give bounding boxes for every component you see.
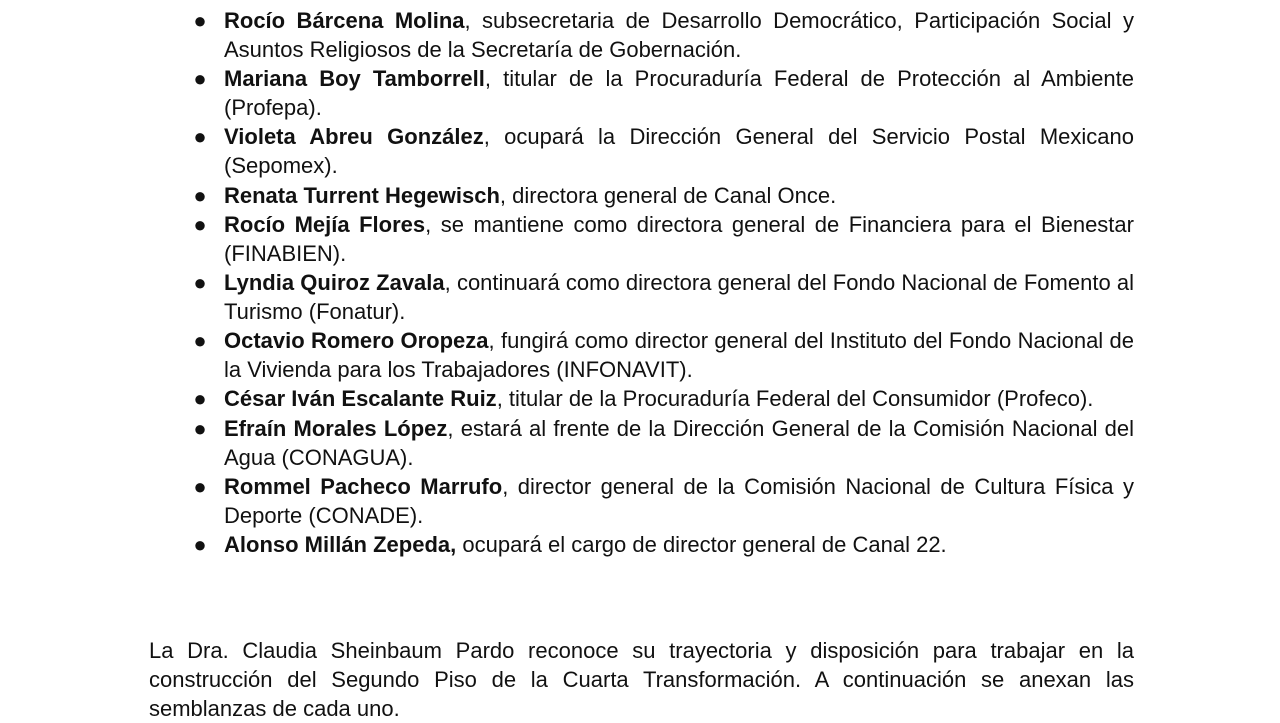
- appointee-name: Rocío Bárcena Molina: [224, 8, 465, 33]
- bullet-icon: ●: [193, 182, 207, 208]
- appointment-item: [190, 472, 1134, 530]
- appointment-item: [190, 210, 1134, 268]
- appointee-role: , continuará como directora general del Fondo Nacional de Fomento al Turismo (Fonatur).: [224, 269, 1134, 324]
- appointments-list: [190, 6, 1134, 559]
- appointment-item: [190, 181, 1134, 210]
- appointee-name: Rommel Pacheco Marrufo: [224, 473, 503, 499]
- appointment-item: [190, 122, 1134, 180]
- appointee-role: , titular de la Procuraduría Federal de Protección al Ambiente (Profepa).: [224, 66, 1135, 121]
- appointee-role: , se mantiene como directora general de Financiera para el Bienestar (FINABIEN).: [224, 211, 1134, 266]
- appointee-role: , estará al frente de la Dirección General de la Comisión Nacional del Agua (CONAGUA).: [224, 415, 1134, 470]
- appointment-item: [190, 6, 1134, 64]
- appointee-role: , fungirá como director general del Instituto del Fondo Nacional de la Vivienda para los Trabajadores (INFONAVIT).: [224, 328, 1134, 383]
- appointee-name: César Iván Escalante Ruiz: [224, 386, 497, 412]
- appointee-name: Lyndia Quiroz Zavala: [224, 269, 445, 295]
- bullet-icon: ●: [193, 124, 207, 150]
- bullet-icon: ●: [193, 269, 207, 295]
- bullet-icon: ●: [193, 211, 207, 237]
- appointment-item: [190, 384, 1134, 413]
- appointee-role: ocupará el cargo de director general de Canal 22.: [456, 531, 947, 557]
- appointment-item: [190, 268, 1134, 326]
- appointment-item: [190, 64, 1134, 122]
- bullet-icon: ●: [193, 473, 207, 499]
- appointee-name: Rocío Mejía Flores: [224, 211, 426, 237]
- bullet-icon: ●: [193, 8, 207, 33]
- appointee-name: Efraín Morales López: [224, 415, 448, 441]
- appointment-item: [190, 326, 1134, 384]
- appointee-role: , subsecretaria de Desarrollo Democrático, Participación Social y Asuntos Religiosos de la Secretaría de Gobernación.: [224, 8, 1134, 62]
- bullet-icon: ●: [193, 386, 207, 412]
- appointee-role: , directora general de Canal Once.: [499, 182, 837, 208]
- appointee-name: Violeta Abreu González: [224, 124, 484, 150]
- appointee-role: , director general de la Comisión Nacional de Cultura Física y Deporte (CONADE).: [224, 473, 1134, 528]
- appointee-name: Renata Turrent Hegewisch: [224, 182, 500, 208]
- closing-paragraph: La Dra. Claudia Sheinbaum Pardo reconoce su trayectoria y disposición para trabajar en la construcción del Segundo Piso de la Cuarta Transformación. A continuación se anexan las semblanzas de cada uno.: [149, 638, 1134, 721]
- appointee-role: , titular de la Procuraduría Federal del Consumidor (Profeco).: [496, 386, 1094, 412]
- appointee-name: Mariana Boy Tamborrell: [224, 66, 485, 92]
- bullet-icon: ●: [193, 328, 207, 354]
- appointment-item: [190, 414, 1134, 472]
- bullet-icon: ●: [193, 66, 207, 92]
- appointee-role: , ocupará la Dirección General del Servicio Postal Mexicano (Sepomex).: [224, 124, 1135, 179]
- appointee-name: Octavio Romero Oropeza: [224, 328, 489, 354]
- appointment-item: [190, 530, 1134, 559]
- appointee-name: Alonso Millán Zepeda,: [224, 531, 457, 557]
- bullet-icon: ●: [193, 415, 207, 441]
- bullet-icon: ●: [193, 531, 207, 557]
